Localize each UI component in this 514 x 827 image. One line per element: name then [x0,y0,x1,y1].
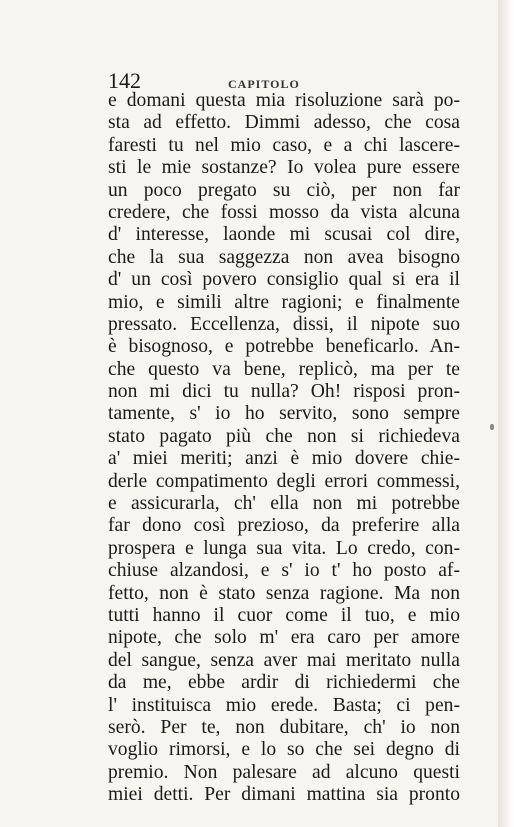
text-line: sti le mie sostanze? Io volea pure essere [108,157,460,179]
text-line: serò. Per te, non dubitare, ch' io non [108,716,460,738]
text-line: pressato. Eccellenza, dissi, il nipote suo [108,313,460,335]
text-line: fetto, non è stato senza ragione. Ma non [108,582,460,604]
text-line: far dono così prezioso, da preferire alla [108,515,460,537]
text-line: che la sua saggezza non avea bisogno [108,246,460,268]
running-title: CAPITOLO [228,77,300,91]
text-line: derle compatimento degli errori commessi, [108,470,460,492]
text-line: da me, ebbe ardir di richiedermi che [108,672,460,694]
text-line: tamente, s' io ho servito, sono sempre [108,403,460,425]
text-line: nipote, che solo m' era caro per amore [108,627,460,649]
text-line: mio, e simili altre ragioni; e finalmente [108,291,460,313]
text-line: l' instituisca mio erede. Basta; ci pen- [108,694,460,716]
text-line: chiuse alzandosi, e s' io t' ho posto af- [108,560,460,582]
text-line: d' interesse, laonde mi scusai col dire, [108,224,460,246]
text-line: e assicurarla, ch' ella non mi potrebbe [108,493,460,515]
text-line: a' miei meriti; anzi è mio dovere chie- [108,448,460,470]
text-line: e domani questa mia risoluzione sarà po- [108,90,460,111]
page-number: 142 [108,68,141,93]
text-line: d' un così povero consiglio qual si era il [108,269,460,291]
text-line: non mi dici tu nulla? Oh! risposi pron- [108,381,460,403]
page-edge [498,0,514,827]
text-line: del sangue, senza aver mai meritato nulla [108,649,460,671]
text-line: premio. Non palesare ad alcuno questi [108,761,460,783]
text-line: miei detti. Per dimani mattina sia pronto [108,784,460,806]
text-line: credere, che fossi mosso da vista alcuna [108,201,460,223]
text-line: faresti tu nel mio caso, e a chi lascere- [108,134,460,156]
text-line: sta ad effetto. Dimmi adesso, che cosa [108,112,460,134]
ink-speck [490,424,494,430]
body-text [108,90,460,807]
text-line: prospera e lunga sua vita. Lo credo, con- [108,537,460,559]
text-line: che questo va bene, replicò, ma per te [108,358,460,380]
text-line: è bisognoso, e potrebbe beneficarlo. An- [108,336,460,358]
text-line: stato pagato più che non si richiedeva [108,425,460,447]
text-line: voglio rimorsi, e lo so che sei degno di [108,739,460,761]
text-line: tutti hanno il cuor come il tuo, e mio [108,604,460,626]
text-line: un poco pregato su ciò, per non far [108,179,460,201]
